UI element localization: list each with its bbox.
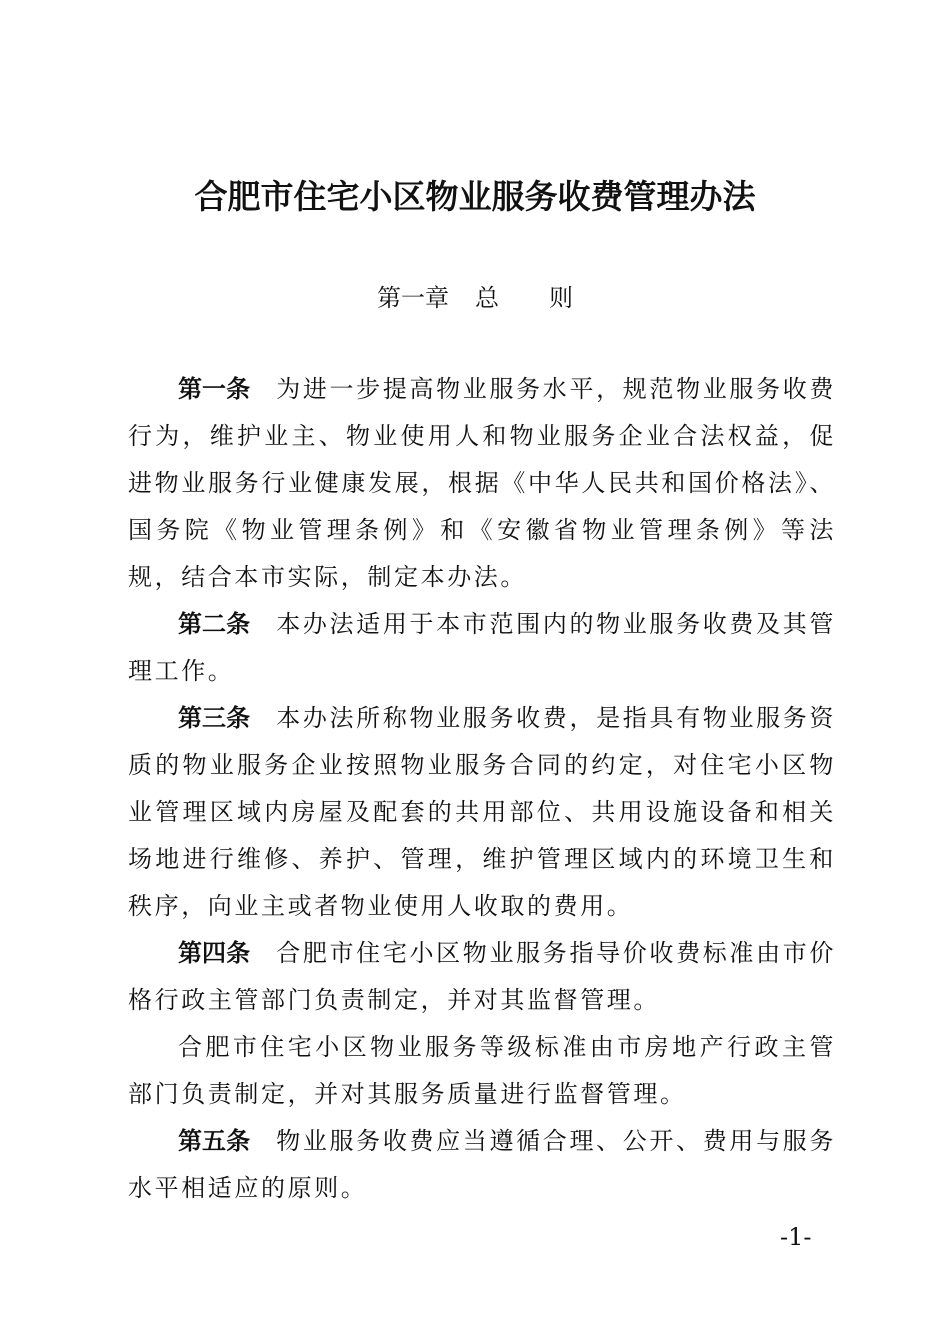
chapter-name-part1: 总	[475, 284, 499, 312]
paragraph-text: 物业服务收费应当遵循合理、公开、费用与服务水平相适应的原则。	[128, 1127, 836, 1202]
paragraph	[128, 601, 836, 695]
paragraph-text: 本办法适用于本市范围内的物业服务收费及其管理工作。	[128, 610, 836, 685]
article-number: 第四条	[178, 939, 251, 967]
article-number: 第一条	[178, 375, 251, 403]
paragraph-text: 合肥市住宅小区物业服务指导价收费标准由市价格行政主管部门负责制定，并对其监督管理。	[128, 939, 836, 1014]
paragraph-text: 本办法所称物业服务收费，是指具有物业服务资质的物业服务企业按照物业服务合同的约定，对住宅小区物业管理区域内房屋及配套的共用部位、共用设施设备和相关场地进行维修、养护、管理，维护管理区域内的环境卫生和秩序，向业主或者物业使用人收取的费用。	[128, 704, 836, 920]
page-number: -1-	[780, 1223, 812, 1251]
paragraph	[128, 366, 836, 601]
paragraph	[128, 695, 836, 930]
paragraph	[128, 1118, 836, 1212]
paragraph-text: 为进一步提高物业服务水平，规范物业服务收费行为，维护业主、物业使用人和物业服务企业合法权益，促进物业服务行业健康发展，根据《中华人民共和国价格法》、国务院《物业管理条例》和《安徽省物业管理条例》等法规，结合本市实际，制定本办法。	[128, 375, 836, 591]
document-title: 合肥市住宅小区物业服务收费管理办法	[194, 177, 756, 216]
chapter-number: 第一章	[377, 284, 449, 312]
chapter-name-part2: 则	[549, 284, 573, 312]
document-body	[128, 366, 836, 1212]
paragraph-text: 合肥市住宅小区物业服务等级标准由市房地产行政主管部门负责制定，并对其服务质量进行监督管理。	[128, 1033, 836, 1108]
article-number: 第三条	[178, 704, 251, 732]
chapter-heading	[0, 278, 950, 318]
article-number: 第二条	[178, 610, 251, 638]
article-number: 第五条	[178, 1127, 251, 1155]
paragraph	[128, 930, 836, 1024]
paragraph	[128, 1024, 836, 1118]
